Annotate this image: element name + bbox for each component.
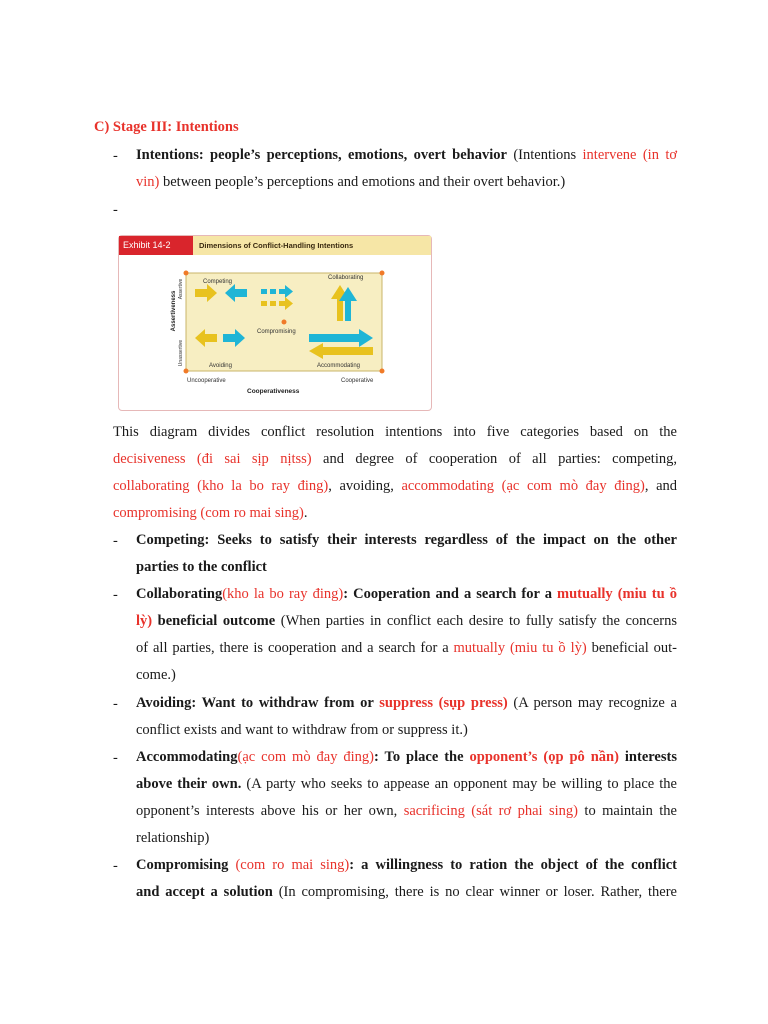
collaborating-term: collaborating (kho la bo ray đing) xyxy=(113,478,329,494)
sacrificing-term: sacrificing (sát rơ phai sing) xyxy=(403,803,578,819)
compromising-title: Compromising xyxy=(136,857,229,873)
x-low-label: Uncooperative xyxy=(187,378,226,384)
accommodating-text: (A party who seeks to appease an opponent may be willing to place the xyxy=(241,776,677,792)
compromising-bullet xyxy=(136,852,677,906)
accommodating-text-3b: to maintain the xyxy=(577,803,677,819)
accommodating-def-end: interests xyxy=(618,749,677,765)
exhibit-figure xyxy=(118,235,432,411)
collaborating-label: Collaborating xyxy=(328,275,364,281)
avoiding-text-2: conflict exists and want to withdraw from or suppress it.) xyxy=(136,722,468,738)
section-heading: C) Stage III: Intentions xyxy=(94,119,239,135)
exhibit-title: Dimensions of Conflict-Handling Intentions xyxy=(199,241,354,250)
compromising-def-2: and accept a solution xyxy=(136,884,273,900)
para-period: . xyxy=(303,505,308,521)
decisiveness-term: decisiveness (đi sai sịp nịtss) xyxy=(113,451,312,467)
intro-red: intervene (in tơ xyxy=(582,147,678,163)
mutually-term-2: mutually (miu tu ồ lỳ) xyxy=(453,640,587,656)
avoiding-label: Avoiding xyxy=(209,363,232,369)
collaborating-pron: (kho la bo ray đing) xyxy=(222,586,344,602)
bullet-dash: - xyxy=(113,533,118,549)
accommodating-bullet xyxy=(136,744,677,852)
compromising-label: Compromising xyxy=(257,329,296,335)
compromise-dot xyxy=(282,320,287,325)
mutually-term: mutually (miu tu ồ xyxy=(557,586,677,602)
intro-text-cont: between people’s perceptions and emotions and their overt behavior.) xyxy=(159,174,566,190)
intro-bold: Intentions: people’s perceptions, emotions, overt behavior xyxy=(136,147,507,163)
y-axis-label: Assertiveness xyxy=(171,290,177,332)
accommodating-text-3: opponent’s interests above his or her own, xyxy=(136,803,404,819)
accommodating-label: Accommodating xyxy=(317,363,361,369)
corner-dot xyxy=(380,271,385,276)
collaborating-text: (When parties in conflict each desire to fully satisfy the concerns xyxy=(275,613,677,629)
bullet-dash: - xyxy=(113,696,118,712)
bullet-dash: - xyxy=(113,858,118,874)
compromising-def: : a willingness to ration the object of the conflict xyxy=(349,857,677,873)
para-line-2: and degree of cooperation of all parties: competing, xyxy=(311,451,677,467)
intro-bullet xyxy=(136,142,677,196)
bullet-dash: - xyxy=(113,148,118,164)
accommodating-pron: (ạc com mò đay đing) xyxy=(237,749,375,765)
para-sep: , avoiding, xyxy=(328,478,402,494)
avoiding-title: Avoiding: Want to withdraw from or xyxy=(136,695,380,711)
intro-text: (Intentions xyxy=(506,147,583,163)
avoiding-bullet xyxy=(136,690,677,744)
intro-red-cont: vin) xyxy=(136,174,160,190)
y-low-label: Unassertive xyxy=(178,339,184,367)
accommodating-term: accommodating (ạc com mò đay đing) xyxy=(401,478,645,494)
suppress-term: suppress (sụp press) xyxy=(379,695,508,711)
avoiding-text: (A person may recognize a xyxy=(507,695,677,711)
compromising-pron: (com ro mai sing) xyxy=(228,857,350,873)
mutually-term-cont: lỳ) xyxy=(136,613,153,629)
para-and: , and xyxy=(644,478,677,494)
accommodating-title: Accommodating xyxy=(136,749,238,765)
bullet-dash: - xyxy=(113,750,118,766)
collaborating-text-3b: beneficial out- xyxy=(586,640,677,656)
compromising-term: compromising (com ro mai sing) xyxy=(113,505,304,521)
corner-dot xyxy=(184,271,189,276)
accommodating-def: : To place the xyxy=(374,749,470,765)
x-high-label: Cooperative xyxy=(341,378,374,384)
exhibit-tag: Exhibit 14-2 xyxy=(119,236,193,255)
collaborating-text-4: come.) xyxy=(136,667,176,683)
para-line-1: This diagram divides conflict resolution intentions into five categories based on the xyxy=(113,424,677,440)
competing-label: Competing xyxy=(203,279,233,285)
competing-line-1: Competing: Seeks to satisfy their interests regardless of the impact on the other xyxy=(136,532,677,548)
accommodating-def-2: above their own. xyxy=(136,776,242,792)
y-high-label: Assertive xyxy=(178,278,184,300)
collaborating-text-3: of all parties, there is cooperation and a search for a xyxy=(136,640,454,656)
collaborating-def: : Cooperation and a search for a xyxy=(343,586,558,602)
collaborating-title: Collaborating xyxy=(136,586,223,602)
bullet-dash: - xyxy=(113,587,118,603)
description-paragraph xyxy=(113,419,677,527)
x-axis-label: Cooperativeness xyxy=(247,388,300,395)
opponents-term: opponent’s (ọp pô nần) xyxy=(469,749,619,765)
accommodating-text-4: relationship) xyxy=(136,830,210,846)
corner-dot xyxy=(380,369,385,374)
competing-bullet xyxy=(136,527,677,581)
exhibit-diagram xyxy=(119,255,431,410)
competing-line-2: parties to the conflict xyxy=(136,559,267,575)
collaborating-def-cont: beneficial outcome xyxy=(152,613,276,629)
bullet-dash-empty: - xyxy=(113,202,118,218)
collaborating-bullet xyxy=(136,581,677,689)
compromising-text: (In compromising, there is no clear winner or loser. Rather, there xyxy=(272,884,677,900)
corner-dot xyxy=(184,369,189,374)
